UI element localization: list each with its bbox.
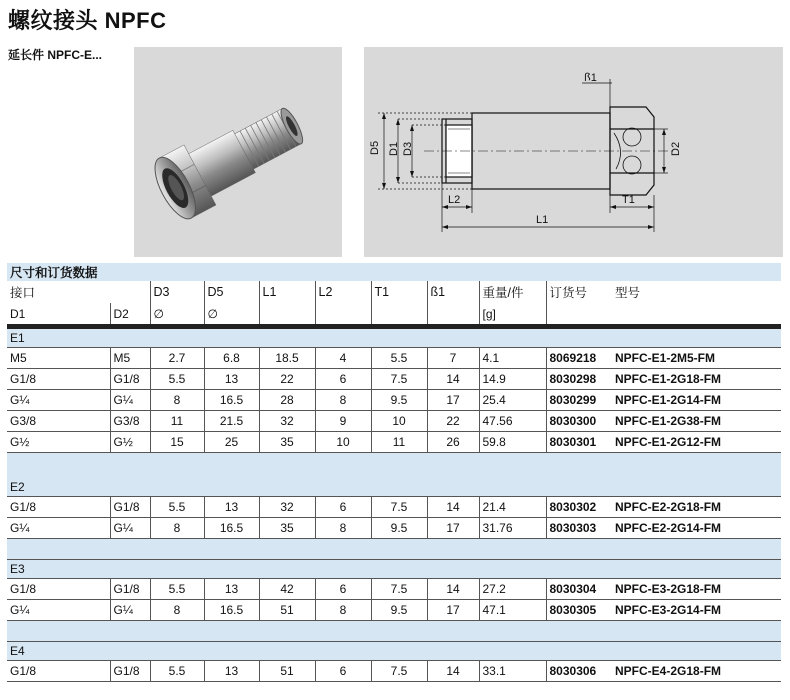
cell-d5: 13 xyxy=(204,579,259,600)
cell-l2: 8 xyxy=(315,600,371,621)
cell-d3: 8 xyxy=(150,518,204,539)
cell-type: NPFC-E1-2G14-FM xyxy=(612,390,781,411)
table-row xyxy=(7,600,781,621)
cell-l2: 8 xyxy=(315,518,371,539)
cell-d2: G¼ xyxy=(110,518,150,539)
cell-weight: 47.56 xyxy=(479,411,546,432)
page-title: 螺纹接头 NPFC xyxy=(8,8,167,33)
cell-d1: M5 xyxy=(7,348,110,369)
header-d3-sym: ∅ xyxy=(150,303,204,324)
label-d2: D2 xyxy=(670,141,682,156)
label-l1: L1 xyxy=(536,214,549,226)
cell-l1: 35 xyxy=(259,518,315,539)
cell-type: NPFC-E3-2G14-FM xyxy=(612,600,781,621)
cell-l1: 35 xyxy=(259,432,315,453)
table-row xyxy=(7,497,781,518)
cell-t1: 10 xyxy=(371,411,427,432)
header-weight: 重量/件 xyxy=(479,281,546,303)
cell-order: 8030298 xyxy=(546,369,612,390)
cell-weight: 31.76 xyxy=(479,518,546,539)
cell-l2: 6 xyxy=(315,369,371,390)
cell-d5: 6.8 xyxy=(204,348,259,369)
fitting-illustration xyxy=(134,47,342,257)
cell-d5: 13 xyxy=(204,661,259,682)
table-row xyxy=(7,348,781,369)
cell-d1: G¼ xyxy=(7,518,110,539)
cell-d1: G1/8 xyxy=(7,497,110,518)
cell-l2: 6 xyxy=(315,579,371,600)
cell-l2: 8 xyxy=(315,390,371,411)
header-l1: L1 xyxy=(259,281,315,303)
cell-sw: 22 xyxy=(427,411,479,432)
cell-order: 8030301 xyxy=(546,432,612,453)
cell-order: 8030305 xyxy=(546,600,612,621)
label-d1: D1 xyxy=(388,141,400,156)
header-type: 型号 xyxy=(612,281,781,303)
cell-type: NPFC-E4-2G18-FM xyxy=(612,661,781,682)
header-d2: D2 xyxy=(110,303,150,324)
cell-t1: 5.5 xyxy=(371,348,427,369)
header-t1: T1 xyxy=(371,281,427,303)
cell-l1: 32 xyxy=(259,411,315,432)
group-label: E1 xyxy=(7,329,781,348)
table-row xyxy=(7,579,781,600)
cell-order: 8030304 xyxy=(546,579,612,600)
cell-t1: 9.5 xyxy=(371,600,427,621)
cell-order: 8030302 xyxy=(546,497,612,518)
cell-weight: 14.9 xyxy=(479,369,546,390)
table-caption: 尺寸和订货数据 xyxy=(7,263,781,281)
cell-l1: 51 xyxy=(259,661,315,682)
header-l2: L2 xyxy=(315,281,371,303)
cell-d2: G3/8 xyxy=(110,411,150,432)
cell-d1: G¼ xyxy=(7,390,110,411)
cell-d1: G¼ xyxy=(7,600,110,621)
cell-d3: 8 xyxy=(150,390,204,411)
group-label: E3 xyxy=(7,560,781,579)
cell-t1: 7.5 xyxy=(371,579,427,600)
cell-d2: G½ xyxy=(110,432,150,453)
cell-type: NPFC-E3-2G18-FM xyxy=(612,579,781,600)
cell-sw: 26 xyxy=(427,432,479,453)
cell-d3: 2.7 xyxy=(150,348,204,369)
cell-d3: 5.5 xyxy=(150,661,204,682)
label-t1: T1 xyxy=(622,194,635,206)
cell-d3: 8 xyxy=(150,600,204,621)
cell-d5: 25 xyxy=(204,432,259,453)
header-d3: D3 xyxy=(150,281,204,303)
table-row xyxy=(7,411,781,432)
header-order: 订货号 xyxy=(546,281,612,303)
cell-t1: 7.5 xyxy=(371,661,427,682)
cell-type: NPFC-E1-2M5-FM xyxy=(612,348,781,369)
cell-order: 8069218 xyxy=(546,348,612,369)
cell-l2: 6 xyxy=(315,497,371,518)
cell-l1: 18.5 xyxy=(259,348,315,369)
cell-sw: 17 xyxy=(427,390,479,411)
cell-order: 8030299 xyxy=(546,390,612,411)
cell-t1: 7.5 xyxy=(371,369,427,390)
cell-t1: 9.5 xyxy=(371,518,427,539)
header-d5: D5 xyxy=(204,281,259,303)
cell-type: NPFC-E2-2G14-FM xyxy=(612,518,781,539)
cell-d1: G1/8 xyxy=(7,661,110,682)
header-d1: D1 xyxy=(10,306,26,321)
cell-l1: 22 xyxy=(259,369,315,390)
cell-weight: 4.1 xyxy=(479,348,546,369)
cell-d2: G1/8 xyxy=(110,579,150,600)
cell-order: 8030300 xyxy=(546,411,612,432)
cell-sw: 14 xyxy=(427,579,479,600)
cell-d5: 16.5 xyxy=(204,390,259,411)
cell-d3: 5.5 xyxy=(150,369,204,390)
cell-l1: 28 xyxy=(259,390,315,411)
technical-drawing xyxy=(364,47,783,257)
cell-d2: G1/8 xyxy=(110,661,150,682)
cell-l2: 10 xyxy=(315,432,371,453)
cell-d5: 16.5 xyxy=(204,600,259,621)
cell-sw: 14 xyxy=(427,661,479,682)
cell-weight: 25.4 xyxy=(479,390,546,411)
cell-l2: 4 xyxy=(315,348,371,369)
cell-d1: G3/8 xyxy=(7,411,110,432)
cell-weight: 27.2 xyxy=(479,579,546,600)
cell-d2: M5 xyxy=(110,348,150,369)
label-d3: D3 xyxy=(402,141,414,156)
table-body xyxy=(7,329,781,682)
header-sw: ß1 xyxy=(427,281,479,303)
cell-d1: G1/8 xyxy=(7,369,110,390)
cell-sw: 14 xyxy=(427,497,479,518)
cell-order: 8030306 xyxy=(546,661,612,682)
cell-d2: G¼ xyxy=(110,600,150,621)
page-subtitle: 延长件 NPFC-E... xyxy=(8,48,103,62)
cell-t1: 9.5 xyxy=(371,390,427,411)
cell-l1: 51 xyxy=(259,600,315,621)
cell-d3: 11 xyxy=(150,411,204,432)
dimensions-table xyxy=(7,263,781,682)
cell-d5: 13 xyxy=(204,369,259,390)
header-weight-unit: [g] xyxy=(479,303,546,324)
group-label: E4 xyxy=(7,642,781,661)
cell-d1: G½ xyxy=(7,432,110,453)
cell-l1: 42 xyxy=(259,579,315,600)
cell-type: NPFC-E1-2G12-FM xyxy=(612,432,781,453)
cell-weight: 59.8 xyxy=(479,432,546,453)
cell-weight: 21.4 xyxy=(479,497,546,518)
cell-l1: 32 xyxy=(259,497,315,518)
cell-t1: 11 xyxy=(371,432,427,453)
label-l2: L2 xyxy=(448,194,461,206)
cell-d2: G1/8 xyxy=(110,369,150,390)
cell-sw: 14 xyxy=(427,369,479,390)
header-d5-sym: ∅ xyxy=(204,303,259,324)
table-row xyxy=(7,432,781,453)
cell-sw: 17 xyxy=(427,518,479,539)
cell-type: NPFC-E2-2G18-FM xyxy=(612,497,781,518)
product-photo xyxy=(134,47,342,257)
label-d5: D5 xyxy=(369,140,381,155)
cell-d1: G1/8 xyxy=(7,579,110,600)
cell-sw: 7 xyxy=(427,348,479,369)
cell-d2: G1/8 xyxy=(110,497,150,518)
cell-type: NPFC-E1-2G18-FM xyxy=(612,369,781,390)
cell-d3: 5.5 xyxy=(150,579,204,600)
cell-d3: 15 xyxy=(150,432,204,453)
cell-l2: 6 xyxy=(315,661,371,682)
table-row xyxy=(7,661,781,682)
cell-d5: 16.5 xyxy=(204,518,259,539)
cell-type: NPFC-E1-2G38-FM xyxy=(612,411,781,432)
cell-weight: 47.1 xyxy=(479,600,546,621)
header-conn: 接口 xyxy=(7,281,150,303)
cell-d3: 5.5 xyxy=(150,497,204,518)
label-sw: ꟗ1 xyxy=(584,72,597,84)
cell-l2: 9 xyxy=(315,411,371,432)
table-row xyxy=(7,390,781,411)
cell-d2: G¼ xyxy=(110,390,150,411)
cell-sw: 17 xyxy=(427,600,479,621)
table-row xyxy=(7,369,781,390)
cell-order: 8030303 xyxy=(546,518,612,539)
cell-t1: 7.5 xyxy=(371,497,427,518)
table-row xyxy=(7,518,781,539)
cell-d5: 13 xyxy=(204,497,259,518)
cell-d5: 21.5 xyxy=(204,411,259,432)
group-label: E2 xyxy=(7,478,781,497)
cell-weight: 33.1 xyxy=(479,661,546,682)
